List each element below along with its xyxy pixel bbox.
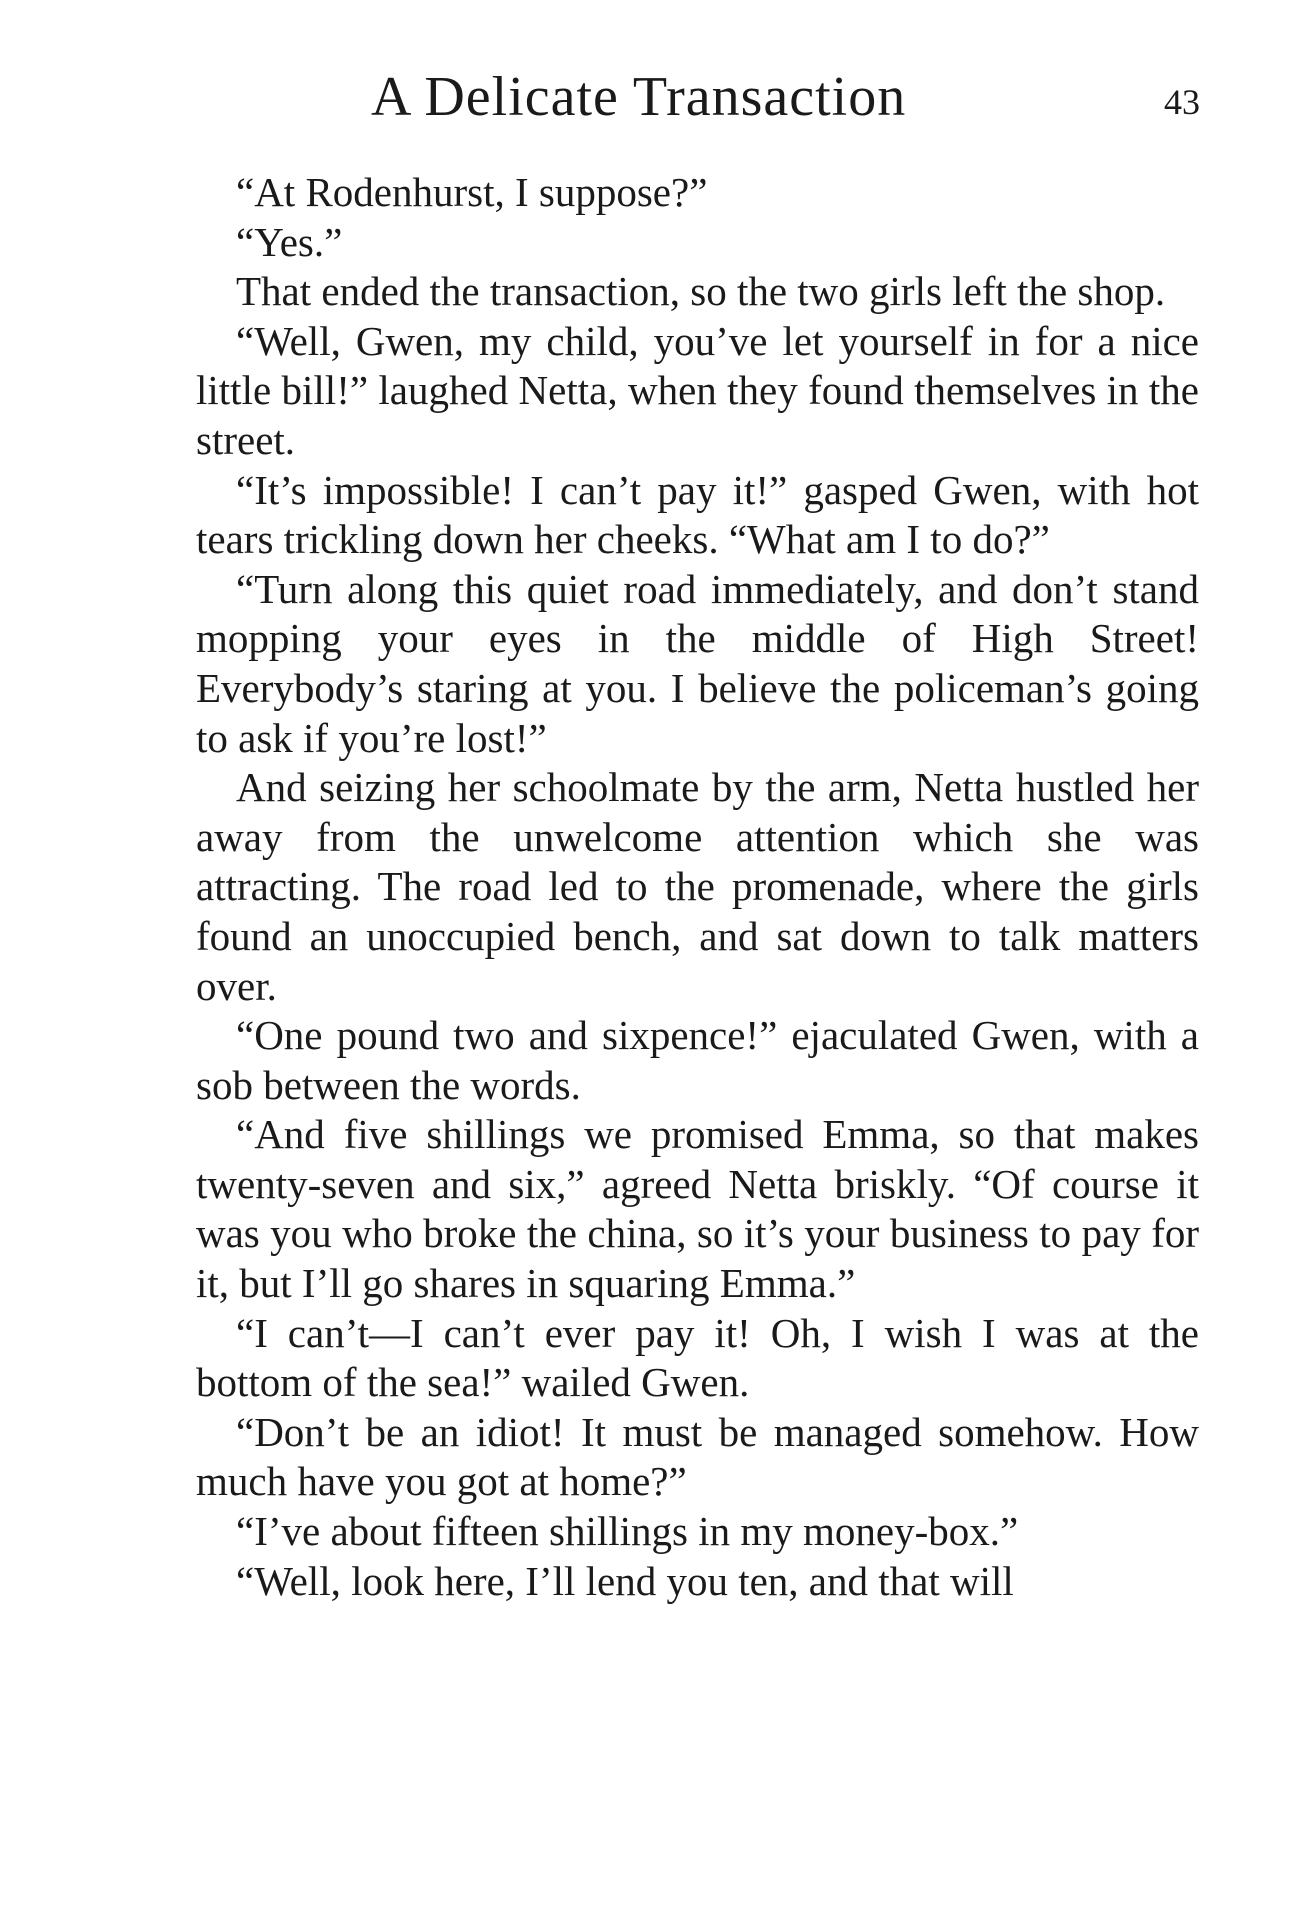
paragraph: “Well, look here, I’ll lend you ten, and that will bbox=[236, 1557, 1014, 1604]
paragraph: “And five shillings we promised Emma, so that makes twenty-seven and six,” agreed Netta briskly. “Of course it was you who broke the china, so it’s your business to pay for it, but I’ll go shares in squaring Emma.” bbox=[196, 1111, 1199, 1307]
paragraph: “Well, Gwen, my child, you’ve let yourself in for a nice little bill!” laughed Netta, when they found themselves in the street. bbox=[196, 317, 1199, 463]
paragraph: “Don’t be an idiot! It must be managed somehow. How much have you got at home?” bbox=[196, 1408, 1199, 1505]
paragraph: “Turn along this quiet road immediately, and don’t stand mopping your eyes in the middle of High Street! Everybody’s staring at you. I believe the policeman’s going to ask if you’re lost!” bbox=[196, 565, 1199, 761]
paragraph: “One pound two and sixpence!” ejaculated Gwen, with a sob between the words. bbox=[196, 1012, 1199, 1108]
paragraph: That ended the transaction, so the two girls left the shop. bbox=[236, 268, 1166, 315]
page-number: 43 bbox=[1164, 82, 1200, 122]
running-head bbox=[196, 62, 1200, 132]
body-text bbox=[196, 168, 1199, 1606]
paragraph: “Yes.” bbox=[236, 218, 343, 265]
paragraph: “It’s impossible! I can’t pay it!” gasped Gwen, with hot tears trickling down her cheeks. “What am I to do?” bbox=[196, 466, 1199, 563]
paragraph: “I can’t—I can’t ever pay it! Oh, I wish I was at the bottom of the sea!” wailed Gwen. bbox=[196, 1309, 1199, 1406]
paragraph: And seizing her schoolmate by the arm, Netta hustled her away from the unwelcome attention which she was attracting. The road led to the promenade, where the girls found an unoccupied bench, and sat down to talk matters over. bbox=[196, 764, 1199, 1009]
paragraph: “I’ve about fifteen shillings in my money-box.” bbox=[236, 1508, 1019, 1555]
chapter-title: A Delicate Transaction bbox=[371, 66, 907, 128]
paragraph: “At Rodenhurst, I suppose?” bbox=[236, 169, 708, 215]
